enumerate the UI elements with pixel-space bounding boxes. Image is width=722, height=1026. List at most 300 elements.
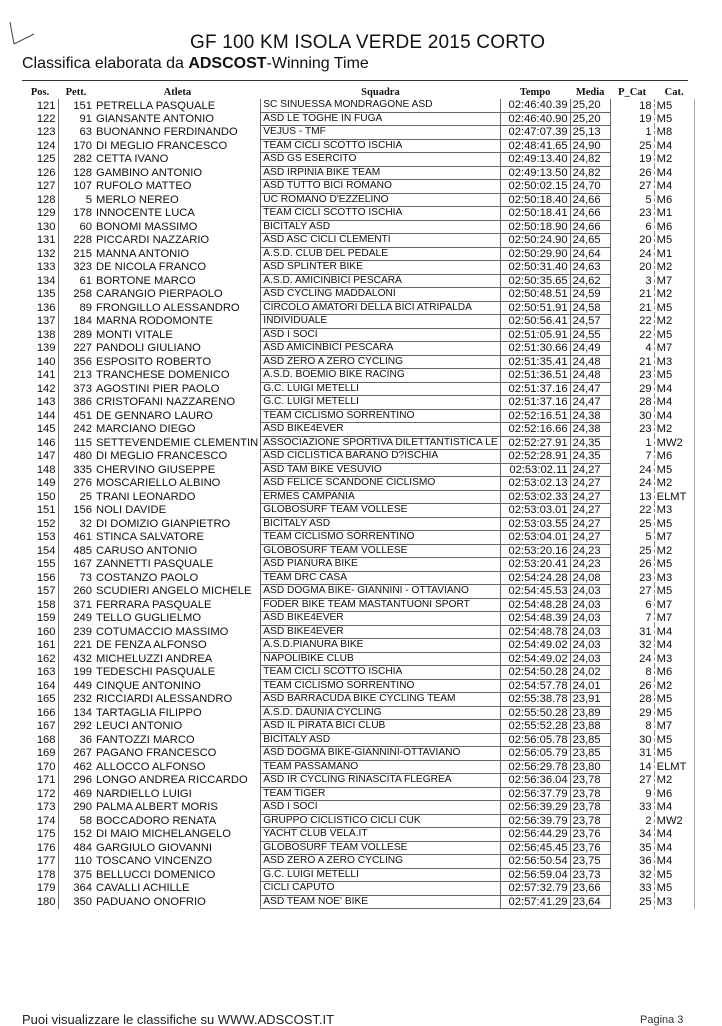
cell-tempo: 02:54:50.28 xyxy=(500,666,570,680)
cell-pos: 123 xyxy=(36,126,56,139)
cell-pcat: 28 xyxy=(610,396,654,410)
cell-squadra: VEJUS - TMF xyxy=(261,126,500,140)
cell-pos: 161 xyxy=(36,639,56,652)
cell-cat: M6 xyxy=(654,193,694,207)
cell-pett: 449 xyxy=(58,679,94,693)
cell-media: 24,23 xyxy=(570,558,610,572)
cell-atleta: BORTONE MARCO xyxy=(94,274,261,288)
cell-atleta: AGOSTINI PIER PAOLO xyxy=(94,382,261,396)
cell-squadra: BICITALY ASD xyxy=(261,733,500,747)
cell-cat: M4 xyxy=(654,841,694,855)
col-header-pos: Pos. xyxy=(30,86,50,98)
cell-squadra: TEAM CICLISMO SORRENTINO xyxy=(261,531,500,545)
cell-atleta: MOSCARIELLO ALBINO xyxy=(94,477,261,491)
cell-pos: 126 xyxy=(36,166,56,179)
cell-atleta: DE FENZA ALFONSO xyxy=(94,639,261,653)
cell-atleta: MARCIANO DIEGO xyxy=(94,423,261,437)
cell-media: 24,38 xyxy=(570,423,610,437)
cell-pett: 364 xyxy=(58,882,94,896)
cell-media: 24,03 xyxy=(570,612,610,626)
cell-tempo: 02:56:05.79 xyxy=(500,747,570,761)
cell-cat: M2 xyxy=(654,288,694,302)
table-row xyxy=(22,841,694,855)
cell-pos: 124 xyxy=(36,139,56,152)
cell-pett: 323 xyxy=(58,261,94,275)
table-row xyxy=(22,409,694,423)
cell-pos: 150 xyxy=(36,490,56,503)
table-row xyxy=(22,382,694,396)
cell-cat: M7 xyxy=(654,274,694,288)
cell-atleta: BUONANNO FERDINANDO xyxy=(94,126,261,140)
cell-pett: 32 xyxy=(58,517,94,531)
cell-pos: 145 xyxy=(36,423,56,436)
cell-pett: 63 xyxy=(58,126,94,140)
cell-atleta: PADUANO ONOFRIO xyxy=(94,895,261,909)
table-row xyxy=(22,855,694,869)
cell-cat: M3 xyxy=(654,652,694,666)
cell-tempo: 02:51:37.16 xyxy=(500,396,570,410)
cell-atleta: BONOMI MASSIMO xyxy=(94,220,261,234)
table-row xyxy=(22,814,694,828)
cell-pett: 5 xyxy=(58,193,94,207)
cell-pett: 432 xyxy=(58,652,94,666)
cell-pos: 176 xyxy=(36,841,56,854)
cell-media: 23,88 xyxy=(570,720,610,734)
cell-pos: 143 xyxy=(36,396,56,409)
cell-squadra: CICLI CAPUTO xyxy=(261,882,500,896)
cell-tempo: 02:50:51.91 xyxy=(500,301,570,315)
cell-pos: 122 xyxy=(36,112,56,125)
cell-pcat: 30 xyxy=(610,733,654,747)
table-row xyxy=(22,126,694,140)
results-body xyxy=(22,99,694,909)
cell-tempo: 02:55:52.28 xyxy=(500,720,570,734)
cell-atleta: PAGANO FRANCESCO xyxy=(94,747,261,761)
cell-pett: 469 xyxy=(58,787,94,801)
table-row xyxy=(22,693,694,707)
cell-cat: M3 xyxy=(654,895,694,909)
cell-pett: 232 xyxy=(58,693,94,707)
cell-pett: 151 xyxy=(58,99,94,112)
cell-pett: 350 xyxy=(58,895,94,909)
cell-cat: M5 xyxy=(654,112,694,126)
cell-cat: M1 xyxy=(654,207,694,221)
cell-pcat: 22 xyxy=(610,328,654,342)
cell-pcat: 21 xyxy=(610,301,654,315)
cell-cat: MW2 xyxy=(654,814,694,828)
cell-pcat: 4 xyxy=(610,342,654,356)
col-header-tempo: Tempo xyxy=(519,86,551,98)
cell-tempo: 02:54:48.28 xyxy=(500,598,570,612)
cell-tempo: 02:50:02.15 xyxy=(500,180,570,194)
cell-atleta: CARUSO ANTONIO xyxy=(94,544,261,558)
cell-pos: 139 xyxy=(36,342,56,355)
cell-atleta: PICCARDI NAZZARIO xyxy=(94,234,261,248)
cell-squadra: NAPOLIBIKE CLUB xyxy=(261,652,500,666)
cell-pcat: 24 xyxy=(610,247,654,261)
cell-pcat: 14 xyxy=(610,760,654,774)
cell-pett: 451 xyxy=(58,409,94,423)
table-row xyxy=(22,207,694,221)
cell-tempo: 02:50:29.90 xyxy=(500,247,570,261)
cell-media: 24,01 xyxy=(570,679,610,693)
cell-atleta: PETRELLA PASQUALE xyxy=(94,99,261,112)
cell-media: 24,66 xyxy=(570,193,610,207)
cell-atleta: MARNA RODOMONTE xyxy=(94,315,261,329)
cell-squadra: ASD AMICINBICI PESCARA xyxy=(261,342,500,356)
cell-tempo: 02:54:45.53 xyxy=(500,585,570,599)
table-row xyxy=(22,639,694,653)
table-row xyxy=(22,747,694,761)
cell-cat: M5 xyxy=(654,463,694,477)
table-row xyxy=(22,247,694,261)
cell-cat: M7 xyxy=(654,612,694,626)
cell-cat: ELMT xyxy=(654,760,694,774)
cell-pos: 148 xyxy=(36,463,56,476)
cell-media: 24,27 xyxy=(570,463,610,477)
cell-atleta: PANDOLI GIULIANO xyxy=(94,342,261,356)
cell-pcat: 30 xyxy=(610,409,654,423)
cell-pos: 170 xyxy=(36,760,56,773)
cell-pos: 137 xyxy=(36,315,56,328)
cell-cat: M2 xyxy=(654,679,694,693)
table-row xyxy=(22,99,694,112)
cell-atleta: MANNA ANTONIO xyxy=(94,247,261,261)
cell-pcat: 22 xyxy=(610,504,654,518)
cell-pcat: 8 xyxy=(610,720,654,734)
cell-pos: 180 xyxy=(36,895,56,908)
table-row xyxy=(22,571,694,585)
cell-pcat: 22 xyxy=(610,315,654,329)
table-row xyxy=(22,895,694,909)
cell-cat: M5 xyxy=(654,517,694,531)
cell-pett: 258 xyxy=(58,288,94,302)
cell-squadra: ASD ZERO A ZERO CYCLING xyxy=(261,855,500,869)
cell-tempo: 02:54:48.39 xyxy=(500,612,570,626)
cell-tempo: 02:52:28.91 xyxy=(500,450,570,464)
cell-pett: 375 xyxy=(58,868,94,882)
cell-pcat: 29 xyxy=(610,706,654,720)
cell-tempo: 02:56:39.29 xyxy=(500,801,570,815)
cell-atleta: CRISTOFANI NAZZARENO xyxy=(94,396,261,410)
cell-squadra: ASD DOGMA BIKE- GIANNINI - OTTAVIANO xyxy=(261,585,500,599)
cell-tempo: 02:46:40.90 xyxy=(500,112,570,126)
cell-atleta: ALLOCCO ALFONSO xyxy=(94,760,261,774)
cell-squadra: ASD CYCLING MADDALONI xyxy=(261,288,500,302)
cell-pcat: 7 xyxy=(610,450,654,464)
table-row xyxy=(22,112,694,126)
cell-squadra: INDIVIDUALE xyxy=(261,315,500,329)
cell-cat: M4 xyxy=(654,166,694,180)
cell-media: 24,02 xyxy=(570,666,610,680)
cell-pcat: 5 xyxy=(610,531,654,545)
cell-media: 24,35 xyxy=(570,436,610,450)
cell-pos: 131 xyxy=(36,234,56,247)
cell-pcat: 25 xyxy=(610,544,654,558)
cell-cat: M5 xyxy=(654,693,694,707)
cell-pcat: 19 xyxy=(610,112,654,126)
cell-pett: 91 xyxy=(58,112,94,126)
cell-media: 24,03 xyxy=(570,598,610,612)
cell-pos: 164 xyxy=(36,679,56,692)
cell-atleta: DI MEGLIO FRANCESCO xyxy=(94,139,261,153)
table-row xyxy=(22,193,694,207)
cell-pos: 179 xyxy=(36,882,56,895)
cell-pett: 184 xyxy=(58,315,94,329)
cell-media: 24,57 xyxy=(570,315,610,329)
cell-cat: M3 xyxy=(654,571,694,585)
cell-media: 23,85 xyxy=(570,733,610,747)
cell-atleta: LEUCI ANTONIO xyxy=(94,720,261,734)
cell-pcat: 23 xyxy=(610,571,654,585)
cell-cat: M5 xyxy=(654,868,694,882)
cell-squadra: A.S.D. CLUB DEL PEDALE xyxy=(261,247,500,261)
cell-media: 24,66 xyxy=(570,207,610,221)
cell-pett: 296 xyxy=(58,774,94,788)
cell-squadra: ASD DOGMA BIKE-GIANNINI-OTTAVIANO xyxy=(261,747,500,761)
cell-media: 25,20 xyxy=(570,112,610,126)
cell-cat: M2 xyxy=(654,477,694,491)
cell-cat: M2 xyxy=(654,153,694,167)
table-row xyxy=(22,342,694,356)
cell-pos: 158 xyxy=(36,598,56,611)
table-row xyxy=(22,477,694,491)
cell-cat: M3 xyxy=(654,355,694,369)
cell-pcat: 32 xyxy=(610,868,654,882)
table-row xyxy=(22,558,694,572)
cell-cat: M2 xyxy=(654,544,694,558)
cell-cat: M7 xyxy=(654,598,694,612)
cell-pcat: 33 xyxy=(610,882,654,896)
cell-media: 24,49 xyxy=(570,342,610,356)
cell-media: 24,03 xyxy=(570,625,610,639)
cell-squadra: YACHT CLUB VELA.IT xyxy=(261,828,500,842)
cell-atleta: DI MEGLIO FRANCESCO xyxy=(94,450,261,464)
cell-pcat: 6 xyxy=(610,220,654,234)
cell-pett: 485 xyxy=(58,544,94,558)
cell-atleta: COSTANZO PAOLO xyxy=(94,571,261,585)
cell-pett: 107 xyxy=(58,180,94,194)
cell-tempo: 02:51:30.66 xyxy=(500,342,570,356)
cell-media: 24,48 xyxy=(570,369,610,383)
footer-page-number: Pagina 3 xyxy=(640,1014,684,1026)
cell-tempo: 02:50:35.65 xyxy=(500,274,570,288)
cell-pos: 171 xyxy=(36,774,56,787)
cell-cat: M5 xyxy=(654,733,694,747)
cell-pett: 276 xyxy=(58,477,94,491)
cell-pos: 127 xyxy=(36,180,56,193)
cell-tempo: 02:54:49.02 xyxy=(500,652,570,666)
cell-squadra: ASD I SOCI xyxy=(261,328,500,342)
cell-atleta: NARDIELLO LUIGI xyxy=(94,787,261,801)
cell-squadra: SC SINUESSA MONDRAGONE ASD xyxy=(261,99,500,112)
cell-pett: 215 xyxy=(58,247,94,261)
corner-fold-mark xyxy=(8,20,36,48)
cell-media: 24,27 xyxy=(570,504,610,518)
cell-atleta: SCUDIERI ANGELO MICHELE xyxy=(94,585,261,599)
cell-cat: M5 xyxy=(654,706,694,720)
cell-media: 24,65 xyxy=(570,234,610,248)
cell-squadra: ASD LE TOGHE IN FUGA xyxy=(261,112,500,126)
cell-media: 24,27 xyxy=(570,531,610,545)
col-header-pcat: P_Cat xyxy=(618,86,647,98)
cell-squadra: ASD SPLINTER BIKE xyxy=(261,261,500,275)
cell-pett: 290 xyxy=(58,801,94,815)
cell-pett: 335 xyxy=(58,463,94,477)
cell-cat: M7 xyxy=(654,342,694,356)
cell-cat: M2 xyxy=(654,774,694,788)
cell-squadra: TEAM CICLI SCOTTO ISCHIA xyxy=(261,139,500,153)
cell-atleta: LONGO ANDREA RICCARDO xyxy=(94,774,261,788)
cell-tempo: 02:46:40.39 xyxy=(500,99,570,112)
cell-pos: 174 xyxy=(36,814,56,827)
cell-pos: 128 xyxy=(36,193,56,206)
cell-squadra: G.C. LUIGI METELLI xyxy=(261,382,500,396)
cell-cat: M4 xyxy=(654,639,694,653)
cell-pos: 157 xyxy=(36,585,56,598)
cell-squadra: TEAM CICLISMO SORRENTINO xyxy=(261,409,500,423)
cell-pett: 178 xyxy=(58,207,94,221)
cell-pcat: 32 xyxy=(610,639,654,653)
cell-squadra: GLOBOSURF TEAM VOLLESE xyxy=(261,504,500,518)
table-row xyxy=(22,625,694,639)
cell-squadra: FODER BIKE TEAM MASTANTUONI SPORT xyxy=(261,598,500,612)
cell-atleta: ESPOSITO ROBERTO xyxy=(94,355,261,369)
cell-tempo: 02:54:49.02 xyxy=(500,639,570,653)
cell-media: 24,08 xyxy=(570,571,610,585)
cell-atleta: DE NICOLA FRANCO xyxy=(94,261,261,275)
cell-tempo: 02:56:29.78 xyxy=(500,760,570,774)
cell-squadra: UC ROMANO D'EZZELINO xyxy=(261,193,500,207)
cell-media: 23,78 xyxy=(570,814,610,828)
cell-pett: 267 xyxy=(58,747,94,761)
cell-atleta: FANTOZZI MARCO xyxy=(94,733,261,747)
cell-atleta: CHERVINO GIUSEPPE xyxy=(94,463,261,477)
col-header-cat: Cat. xyxy=(664,86,684,98)
cell-tempo: 02:55:38.78 xyxy=(500,693,570,707)
cell-tempo: 02:51:35.41 xyxy=(500,355,570,369)
cell-pos: 134 xyxy=(36,274,56,287)
cell-cat: M3 xyxy=(654,504,694,518)
cell-media: 24,64 xyxy=(570,247,610,261)
cell-media: 24,63 xyxy=(570,261,610,275)
table-row xyxy=(22,301,694,315)
cell-pcat: 13 xyxy=(610,490,654,504)
cell-pett: 282 xyxy=(58,153,94,167)
cell-atleta: FERRARA PASQUALE xyxy=(94,598,261,612)
table-row xyxy=(22,396,694,410)
cell-atleta: GIANSANTE ANTONIO xyxy=(94,112,261,126)
cell-cat: M2 xyxy=(654,261,694,275)
cell-tempo: 02:57:32.79 xyxy=(500,882,570,896)
table-row xyxy=(22,423,694,437)
cell-tempo: 02:56:37.79 xyxy=(500,787,570,801)
cell-squadra: ASD ZERO A ZERO CYCLING xyxy=(261,355,500,369)
cell-tempo: 02:56:39.79 xyxy=(500,814,570,828)
cell-pos: 140 xyxy=(36,355,56,368)
cell-squadra: G.C. LUIGI METELLI xyxy=(261,868,500,882)
cell-pos: 172 xyxy=(36,787,56,800)
cell-media: 23,91 xyxy=(570,693,610,707)
table-row xyxy=(22,531,694,545)
cell-media: 24,82 xyxy=(570,153,610,167)
cell-atleta: CINQUE ANTONINO xyxy=(94,679,261,693)
table-row xyxy=(22,801,694,815)
col-header-atleta: Atleta xyxy=(163,86,192,98)
cell-atleta: TOSCANO VINCENZO xyxy=(94,855,261,869)
table-row xyxy=(22,585,694,599)
cell-pos: 133 xyxy=(36,261,56,274)
cell-pett: 110 xyxy=(58,855,94,869)
cell-cat: M4 xyxy=(654,139,694,153)
cell-atleta: PALMA ALBERT MORIS xyxy=(94,801,261,815)
cell-media: 23,89 xyxy=(570,706,610,720)
cell-squadra: ASD IR CYCLING RINASCITA FLEGREA xyxy=(261,774,500,788)
cell-atleta: COTUMACCIO MASSIMO xyxy=(94,625,261,639)
cell-atleta: MERLO NEREO xyxy=(94,193,261,207)
cell-pcat: 3 xyxy=(610,274,654,288)
cell-atleta: DI MAIO MICHELANGELO xyxy=(94,828,261,842)
table-row xyxy=(22,828,694,842)
cell-pett: 227 xyxy=(58,342,94,356)
cell-tempo: 02:53:02.33 xyxy=(500,490,570,504)
cell-tempo: 02:51:05.91 xyxy=(500,328,570,342)
cell-tempo: 02:56:50.54 xyxy=(500,855,570,869)
cell-cat: M4 xyxy=(654,409,694,423)
cell-atleta: BELLUCCI DOMENICO xyxy=(94,868,261,882)
cell-pcat: 1 xyxy=(610,436,654,450)
cell-pos: 168 xyxy=(36,733,56,746)
cell-pett: 373 xyxy=(58,382,94,396)
cell-cat: M5 xyxy=(654,234,694,248)
cell-atleta: DI DOMIZIO GIANPIETRO xyxy=(94,517,261,531)
cell-tempo: 02:52:16.66 xyxy=(500,423,570,437)
cell-atleta: TRANI LEONARDO xyxy=(94,490,261,504)
cell-pos: 175 xyxy=(36,828,56,841)
cell-pcat: 31 xyxy=(610,747,654,761)
cell-pos: 155 xyxy=(36,558,56,571)
cell-tempo: 02:50:18.41 xyxy=(500,207,570,221)
cell-pett: 242 xyxy=(58,423,94,437)
table-row xyxy=(22,369,694,383)
cell-pett: 292 xyxy=(58,720,94,734)
cell-tempo: 02:54:57.78 xyxy=(500,679,570,693)
page-subtitle xyxy=(22,55,369,73)
cell-cat: M4 xyxy=(654,855,694,869)
table-row xyxy=(22,868,694,882)
cell-squadra: ASD FELICE SCANDONE CICLISMO xyxy=(261,477,500,491)
cell-media: 24,90 xyxy=(570,139,610,153)
cell-pett: 213 xyxy=(58,369,94,383)
table-row xyxy=(22,706,694,720)
cell-pos: 146 xyxy=(36,436,56,449)
cell-pos: 163 xyxy=(36,666,56,679)
cell-media: 24,59 xyxy=(570,288,610,302)
cell-media: 24,70 xyxy=(570,180,610,194)
cell-pcat: 8 xyxy=(610,666,654,680)
cell-pett: 371 xyxy=(58,598,94,612)
cell-pos: 162 xyxy=(36,652,56,665)
col-header-media: Media xyxy=(575,86,605,98)
cell-squadra: A.S.D. DAUNIA CYCLING xyxy=(261,706,500,720)
cell-pett: 60 xyxy=(58,220,94,234)
cell-media: 23,66 xyxy=(570,882,610,896)
table-header-row xyxy=(22,85,694,99)
cell-pett: 239 xyxy=(58,625,94,639)
cell-atleta: SETTEVENDEMIE CLEMENTIN xyxy=(94,436,261,450)
table-row xyxy=(22,882,694,896)
cell-pett: 128 xyxy=(58,166,94,180)
